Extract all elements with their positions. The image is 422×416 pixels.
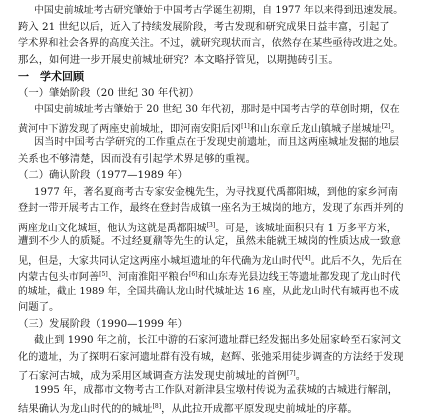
stage3-line-2: 化的遗址，为了探明石家河遗址群有没有城，赵辉、张弛采用徒步调查的方法经于发现 [18, 351, 404, 363]
stage3-line-1: 截止到 1990 年之前，长江中游的石家河遗址群已经发掘出多处屈家岭至石家河文 [34, 335, 402, 346]
footnote-ref[interactable]: [3] [206, 221, 216, 229]
para-intro-line-1: 中国史前城址考古研究肇始于中国考古学诞生初期，自 1977 年以来得到迅速发展。 [34, 5, 404, 16]
stage2-line-7: 的城址，截止 1989 年，全国共确认龙山时代城址达 16 座，从此龙山时代有城再也不成 [18, 285, 399, 297]
stage2-line-8: 问题了。 [18, 301, 60, 313]
footnote-ref[interactable]: [5] [99, 271, 108, 278]
stage2-line-2: 登封一带开展考古工作，最终在登封告成镇一座名为王城岗的地方，发现了东西并列的 [18, 203, 404, 214]
stage1-line-3: 因当时中国考古学研究的工作重点在于发现史前遗址，而且这两座城址发掘的地层 [34, 137, 400, 148]
footnote-ref[interactable]: [4] [302, 254, 311, 262]
stage2-line-3: 两座龙山文化城垣，他认为这就是禹都阳城[3]。可是，该城址面积只有 1 万多平方米， [18, 221, 397, 234]
para-intro-line-2: 跨入 21 世纪以后，近入了持续发展阶段，考古发现和研究成果日益丰富，引起了 [18, 20, 390, 33]
stage3-line-5: 结果确认为龙山时代的的城址[8]，从此拉开成都平原发现史前城址的序幕。 [18, 403, 358, 415]
para-intro-line-3: 学术界和社会各界的高度关注。不过，就研究现状而言，依然存在某些亟待改进之处。 [18, 38, 404, 49]
section-heading: 一 学术回顾 [18, 70, 84, 83]
stage3-line-3: 了石家河古城，成为采用区域调查方法发现史前城址的首例[7]。 [18, 370, 307, 382]
footnote-ref[interactable]: [8] [152, 403, 162, 410]
para-intro-line-4: 那么，如何进一步开展史前城址研究？本文略抒管见，以期抛砖引玉。 [18, 53, 339, 66]
footnote-ref[interactable]: [6] [188, 271, 198, 278]
footnote-ref[interactable]: [7] [287, 370, 296, 377]
subheading-stage-2: （二）确认阶段（1977—1989 年） [18, 169, 188, 181]
stage2-line-6: 内蒙古包头市阿善[5]、河南淮阳平粮台[6]和山东寿光县边线王等遗址都发现了龙山时代 [18, 271, 401, 283]
footnote-ref[interactable]: [1] [241, 122, 250, 130]
stage2-line-4: 遭到不少人的质疑。不过经夏鼐等先生的认定，虽然未能就王城岗的性质达成一致意 [18, 235, 401, 247]
stage2-line-1: 1977 年，著名夏商考古专家安金槐先生，为寻找夏代禹都阳城，到他的家乡河南 [34, 186, 398, 198]
stage1-line-4: 关系也不够清楚，因而没有引起学术界足够的重视。 [18, 152, 256, 165]
stage1-line-2: 黄河中下游发现了两座史前城址，即河南安阳后冈[1]和山东章丘龙山镇城子崖城址[2]。 [18, 122, 401, 135]
subheading-stage-1: （一）肇始阶段（20 世纪 30 年代初） [18, 86, 200, 99]
footnote-ref[interactable]: [2] [381, 122, 391, 130]
subheading-stage-3: （三）发展阶段（1990—1999 年） [18, 317, 188, 330]
stage2-line-5: 见，但是，大家共同认定这两座小城垣遗址的年代确为龙山时代[4]。此后不久，先后在 [18, 254, 402, 267]
stage1-line-1: 中国史前城址考古肇始于 20 世纪 30 年代初，那时是中国考古学的草创时期，仅在 [34, 104, 400, 115]
stage3-line-4: 1995 年，成都市文物考古工作队对新津县宝墩村传说为孟获城的古城进行解剖， [34, 384, 398, 396]
